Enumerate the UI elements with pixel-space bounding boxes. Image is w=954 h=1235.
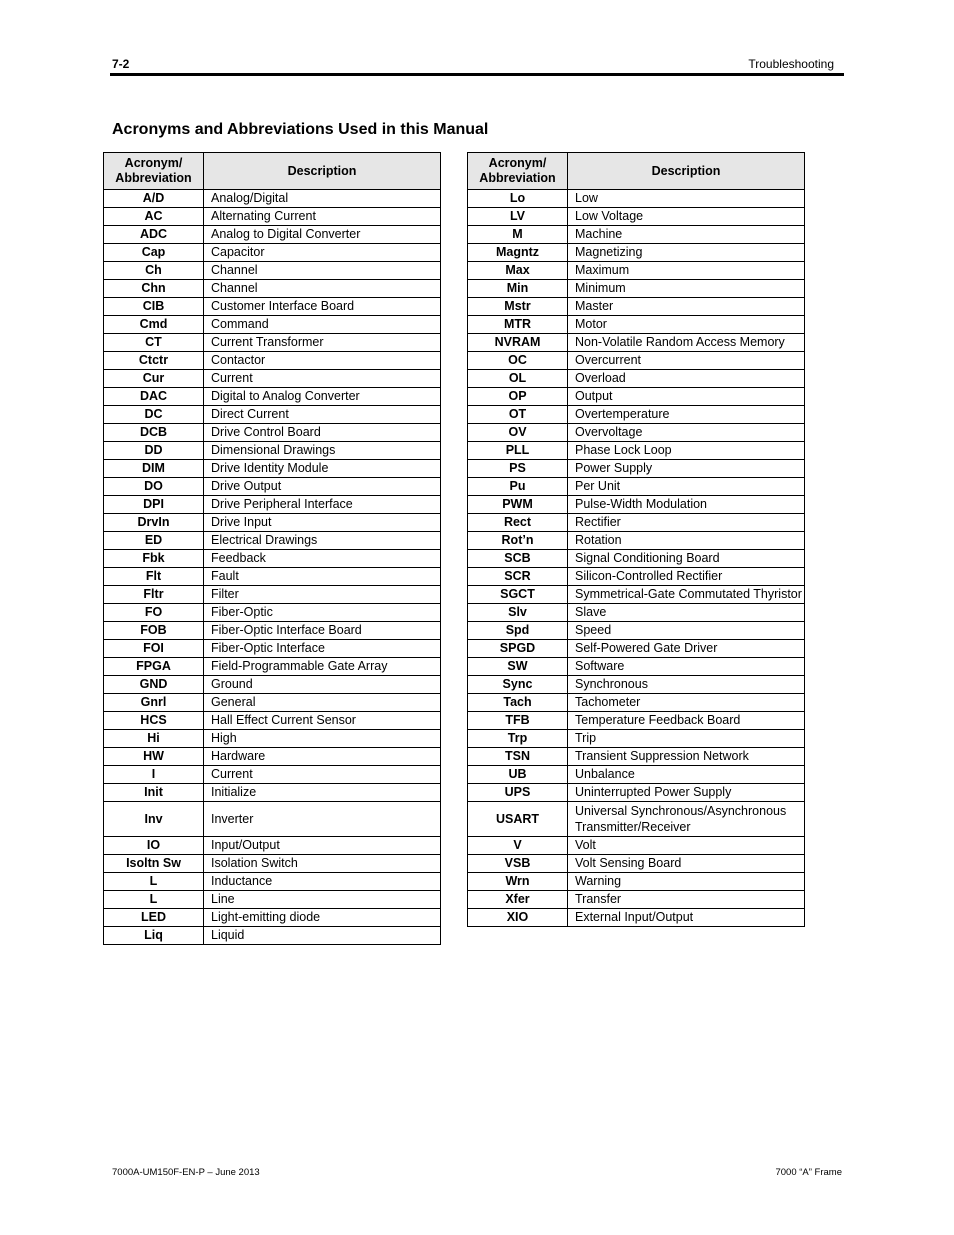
- table-row: [104, 262, 441, 280]
- description-cell: Input/Output: [204, 837, 441, 855]
- acronym-cell: OT: [468, 406, 568, 424]
- acronym-cell: SGCT: [468, 586, 568, 604]
- description-cell: Current: [204, 370, 441, 388]
- description-cell: Dimensional Drawings: [204, 442, 441, 460]
- acronym-cell: DD: [104, 442, 204, 460]
- table-row: [104, 280, 441, 298]
- description-cell: Slave: [568, 604, 805, 622]
- acronym-cell: Hi: [104, 730, 204, 748]
- acronym-cell: Trp: [468, 730, 568, 748]
- acronym-cell: HCS: [104, 712, 204, 730]
- acronym-cell: DPI: [104, 496, 204, 514]
- table-row: [468, 298, 805, 316]
- table-row: [468, 586, 805, 604]
- acronym-cell: Chn: [104, 280, 204, 298]
- acronym-cell: DrvIn: [104, 514, 204, 532]
- acronym-cell: FPGA: [104, 658, 204, 676]
- table-row: [104, 927, 441, 945]
- description-cell: Fault: [204, 568, 441, 586]
- acronym-cell: A/D: [104, 190, 204, 208]
- table-row: [104, 730, 441, 748]
- description-cell: Warning: [568, 873, 805, 891]
- acronym-cell: OP: [468, 388, 568, 406]
- table-row: [104, 802, 441, 837]
- acronym-cell: Rect: [468, 514, 568, 532]
- table-row: [468, 190, 805, 208]
- table-row: [468, 712, 805, 730]
- description-cell: Fiber-Optic: [204, 604, 441, 622]
- table-row: [468, 244, 805, 262]
- table-row: [104, 442, 441, 460]
- description-cell: Power Supply: [568, 460, 805, 478]
- table-row: [104, 478, 441, 496]
- footer-publication-id: 7000A-UM150F-EN-P – June 2013: [112, 1167, 260, 1178]
- table-row: [468, 909, 805, 927]
- acronym-cell: V: [468, 837, 568, 855]
- acronym-cell: Pu: [468, 478, 568, 496]
- table-row: [468, 478, 805, 496]
- description-cell: Unbalance: [568, 766, 805, 784]
- acronym-cell: ADC: [104, 226, 204, 244]
- table-row: [104, 424, 441, 442]
- table-row: [104, 388, 441, 406]
- table-row: [104, 640, 441, 658]
- table-row: [468, 730, 805, 748]
- acronym-cell: Fltr: [104, 586, 204, 604]
- description-cell: Hardware: [204, 748, 441, 766]
- acronym-cell: DAC: [104, 388, 204, 406]
- description-cell: Command: [204, 316, 441, 334]
- description-cell: Electrical Drawings: [204, 532, 441, 550]
- description-cell: Fiber-Optic Interface Board: [204, 622, 441, 640]
- description-cell: Low: [568, 190, 805, 208]
- acronym-table-right-body: [468, 190, 805, 927]
- table-row: [104, 334, 441, 352]
- description-cell: Symmetrical-Gate Commutated Thyristor: [568, 586, 805, 604]
- table-row: [468, 388, 805, 406]
- description-cell: Transfer: [568, 891, 805, 909]
- acronym-cell: IO: [104, 837, 204, 855]
- acronym-cell: Mstr: [468, 298, 568, 316]
- table-row: [468, 514, 805, 532]
- description-cell: Machine: [568, 226, 805, 244]
- description-cell: Direct Current: [204, 406, 441, 424]
- description-cell: Capacitor: [204, 244, 441, 262]
- acronym-cell: GND: [104, 676, 204, 694]
- acronym-cell: L: [104, 891, 204, 909]
- acronym-cell: OL: [468, 370, 568, 388]
- acronym-cell: HW: [104, 748, 204, 766]
- table-row: [104, 622, 441, 640]
- table-row: [104, 568, 441, 586]
- description-cell: Rotation: [568, 532, 805, 550]
- table-row: [104, 406, 441, 424]
- table-row: [104, 873, 441, 891]
- description-cell: Speed: [568, 622, 805, 640]
- acronym-cell: OV: [468, 424, 568, 442]
- table-row: [468, 784, 805, 802]
- description-cell: Initialize: [204, 784, 441, 802]
- table-row: [104, 550, 441, 568]
- description-cell: Rectifier: [568, 514, 805, 532]
- description-cell: Customer Interface Board: [204, 298, 441, 316]
- description-cell: Drive Identity Module: [204, 460, 441, 478]
- acronym-cell: Spd: [468, 622, 568, 640]
- description-cell: Magnetizing: [568, 244, 805, 262]
- acronym-cell: NVRAM: [468, 334, 568, 352]
- table-row: [468, 622, 805, 640]
- table-row: [104, 784, 441, 802]
- acronym-table-left: [103, 152, 441, 945]
- description-cell: Channel: [204, 280, 441, 298]
- acronym-column-header: Acronym/ Abbreviation: [468, 153, 568, 190]
- table-row: [468, 370, 805, 388]
- table-row: [468, 837, 805, 855]
- page-number: 7-2: [112, 57, 130, 71]
- description-cell: Transient Suppression Network: [568, 748, 805, 766]
- table-row: [104, 514, 441, 532]
- acronym-cell: Isoltn Sw: [104, 855, 204, 873]
- description-cell: Hall Effect Current Sensor: [204, 712, 441, 730]
- description-cell: Current Transformer: [204, 334, 441, 352]
- acronym-cell: PS: [468, 460, 568, 478]
- table-row: [104, 352, 441, 370]
- description-cell: Digital to Analog Converter: [204, 388, 441, 406]
- table-row: [468, 226, 805, 244]
- table-row: [104, 586, 441, 604]
- table-row: [468, 550, 805, 568]
- acronym-cell: USART: [468, 802, 568, 837]
- table-row: [468, 891, 805, 909]
- description-cell: Phase Lock Loop: [568, 442, 805, 460]
- description-cell: External Input/Output: [568, 909, 805, 927]
- acronym-cell: ED: [104, 532, 204, 550]
- table-row: [468, 748, 805, 766]
- description-cell: Tachometer: [568, 694, 805, 712]
- table-row: [468, 604, 805, 622]
- description-cell: Drive Input: [204, 514, 441, 532]
- table-header-row: [468, 153, 805, 190]
- table-row: [104, 712, 441, 730]
- description-column-header: Description: [568, 153, 805, 190]
- description-cell: Overload: [568, 370, 805, 388]
- table-row: [468, 676, 805, 694]
- acronym-cell: FOI: [104, 640, 204, 658]
- acronym-cell: Rot’n: [468, 532, 568, 550]
- table-row: [104, 909, 441, 927]
- table-row: [468, 568, 805, 586]
- section-name: Troubleshooting: [748, 57, 834, 71]
- acronym-cell: XIO: [468, 909, 568, 927]
- description-cell: Minimum: [568, 280, 805, 298]
- description-column-header: Description: [204, 153, 441, 190]
- table-row: [104, 496, 441, 514]
- table-row: [104, 855, 441, 873]
- acronym-cell: DIM: [104, 460, 204, 478]
- acronym-cell: Sync: [468, 676, 568, 694]
- description-cell: Drive Peripheral Interface: [204, 496, 441, 514]
- table-row: [104, 226, 441, 244]
- table-row: [468, 460, 805, 478]
- footer-product-name: 7000 “A” Frame: [775, 1167, 842, 1178]
- acronym-cell: Cmd: [104, 316, 204, 334]
- table-row: [468, 640, 805, 658]
- acronym-cell: SW: [468, 658, 568, 676]
- acronym-cell: FOB: [104, 622, 204, 640]
- description-cell: Uninterrupted Power Supply: [568, 784, 805, 802]
- acronym-cell: LV: [468, 208, 568, 226]
- description-cell: Volt Sensing Board: [568, 855, 805, 873]
- description-cell: Universal Synchronous/Asynchronous Transmitter/Receiver: [568, 802, 805, 837]
- table-header-row: [104, 153, 441, 190]
- table-row: [104, 190, 441, 208]
- table-row: [468, 496, 805, 514]
- acronym-cell: M: [468, 226, 568, 244]
- table-row: [468, 442, 805, 460]
- table-row: [104, 748, 441, 766]
- description-cell: Overtemperature: [568, 406, 805, 424]
- table-row: [104, 298, 441, 316]
- table-row: [104, 244, 441, 262]
- description-cell: Self-Powered Gate Driver: [568, 640, 805, 658]
- table-row: [468, 280, 805, 298]
- description-cell: Inductance: [204, 873, 441, 891]
- acronym-cell: DCB: [104, 424, 204, 442]
- table-row: [468, 262, 805, 280]
- acronym-cell: Lo: [468, 190, 568, 208]
- description-cell: Channel: [204, 262, 441, 280]
- description-cell: Maximum: [568, 262, 805, 280]
- description-cell: Overvoltage: [568, 424, 805, 442]
- acronym-cell: Ctctr: [104, 352, 204, 370]
- description-cell: Fiber-Optic Interface: [204, 640, 441, 658]
- table-row: [468, 873, 805, 891]
- table-row: [468, 658, 805, 676]
- acronym-cell: Min: [468, 280, 568, 298]
- description-cell: Analog/Digital: [204, 190, 441, 208]
- table-row: [468, 208, 805, 226]
- description-cell: Alternating Current: [204, 208, 441, 226]
- table-row: [468, 424, 805, 442]
- acronym-cell: Inv: [104, 802, 204, 837]
- table-row: [104, 208, 441, 226]
- table-row: [468, 334, 805, 352]
- description-cell: Motor: [568, 316, 805, 334]
- description-cell: Non-Volatile Random Access Memory: [568, 334, 805, 352]
- acronym-cell: PLL: [468, 442, 568, 460]
- description-cell: Per Unit: [568, 478, 805, 496]
- description-cell: Low Voltage: [568, 208, 805, 226]
- acronym-cell: LED: [104, 909, 204, 927]
- acronym-cell: SCB: [468, 550, 568, 568]
- description-cell: Drive Output: [204, 478, 441, 496]
- acronym-cell: FO: [104, 604, 204, 622]
- description-cell: Inverter: [204, 802, 441, 837]
- acronym-cell: SPGD: [468, 640, 568, 658]
- acronym-cell: Gnrl: [104, 694, 204, 712]
- acronym-cell: Liq: [104, 927, 204, 945]
- table-row: [468, 406, 805, 424]
- acronym-cell: TSN: [468, 748, 568, 766]
- description-cell: Output: [568, 388, 805, 406]
- description-cell: Synchronous: [568, 676, 805, 694]
- acronym-cell: Xfer: [468, 891, 568, 909]
- acronym-cell: MTR: [468, 316, 568, 334]
- acronym-cell: UPS: [468, 784, 568, 802]
- acronym-cell: Cur: [104, 370, 204, 388]
- description-cell: Line: [204, 891, 441, 909]
- description-cell: Liquid: [204, 927, 441, 945]
- acronym-cell: Cap: [104, 244, 204, 262]
- table-row: [468, 855, 805, 873]
- description-cell: Software: [568, 658, 805, 676]
- acronym-table-right: [467, 152, 805, 927]
- description-cell: Filter: [204, 586, 441, 604]
- table-row: [468, 766, 805, 784]
- table-row: [104, 658, 441, 676]
- description-cell: Silicon-Controlled Rectifier: [568, 568, 805, 586]
- description-cell: Current: [204, 766, 441, 784]
- page-title: Acronyms and Abbreviations Used in this Manual: [112, 121, 489, 138]
- description-cell: Overcurrent: [568, 352, 805, 370]
- acronym-cell: AC: [104, 208, 204, 226]
- acronym-table-left-body: [104, 190, 441, 945]
- acronym-cell: DO: [104, 478, 204, 496]
- table-row: [468, 316, 805, 334]
- table-row: [468, 532, 805, 550]
- description-cell: High: [204, 730, 441, 748]
- acronym-column-header: Acronym/ Abbreviation: [104, 153, 204, 190]
- acronym-cell: Tach: [468, 694, 568, 712]
- table-row: [468, 802, 805, 837]
- description-cell: Drive Control Board: [204, 424, 441, 442]
- table-row: [468, 694, 805, 712]
- table-row: [104, 694, 441, 712]
- table-row: [104, 604, 441, 622]
- acronym-cell: Init: [104, 784, 204, 802]
- table-row: [104, 766, 441, 784]
- table-row: [468, 352, 805, 370]
- acronym-cell: PWM: [468, 496, 568, 514]
- table-row: [104, 370, 441, 388]
- acronym-cell: L: [104, 873, 204, 891]
- description-cell: Temperature Feedback Board: [568, 712, 805, 730]
- acronym-cell: DC: [104, 406, 204, 424]
- table-row: [104, 837, 441, 855]
- description-cell: Analog to Digital Converter: [204, 226, 441, 244]
- acronym-cell: Ch: [104, 262, 204, 280]
- acronym-cell: I: [104, 766, 204, 784]
- table-row: [104, 316, 441, 334]
- description-cell: Signal Conditioning Board: [568, 550, 805, 568]
- description-cell: Contactor: [204, 352, 441, 370]
- description-cell: General: [204, 694, 441, 712]
- acronym-cell: SCR: [468, 568, 568, 586]
- acronym-cell: Flt: [104, 568, 204, 586]
- description-cell: Feedback: [204, 550, 441, 568]
- table-row: [104, 676, 441, 694]
- acronym-cell: TFB: [468, 712, 568, 730]
- header-rule: [110, 73, 844, 76]
- description-cell: Isolation Switch: [204, 855, 441, 873]
- acronym-cell: CT: [104, 334, 204, 352]
- description-cell: Ground: [204, 676, 441, 694]
- table-row: [104, 532, 441, 550]
- description-cell: Pulse-Width Modulation: [568, 496, 805, 514]
- table-row: [104, 460, 441, 478]
- acronym-cell: Max: [468, 262, 568, 280]
- description-cell: Master: [568, 298, 805, 316]
- acronym-cell: Slv: [468, 604, 568, 622]
- acronym-cell: Fbk: [104, 550, 204, 568]
- acronym-cell: VSB: [468, 855, 568, 873]
- acronym-cell: UB: [468, 766, 568, 784]
- description-cell: Trip: [568, 730, 805, 748]
- acronym-cell: Magntz: [468, 244, 568, 262]
- table-row: [104, 891, 441, 909]
- acronym-cell: OC: [468, 352, 568, 370]
- acronym-cell: Wrn: [468, 873, 568, 891]
- description-cell: Field-Programmable Gate Array: [204, 658, 441, 676]
- description-cell: Volt: [568, 837, 805, 855]
- description-cell: Light-emitting diode: [204, 909, 441, 927]
- acronym-cell: CIB: [104, 298, 204, 316]
